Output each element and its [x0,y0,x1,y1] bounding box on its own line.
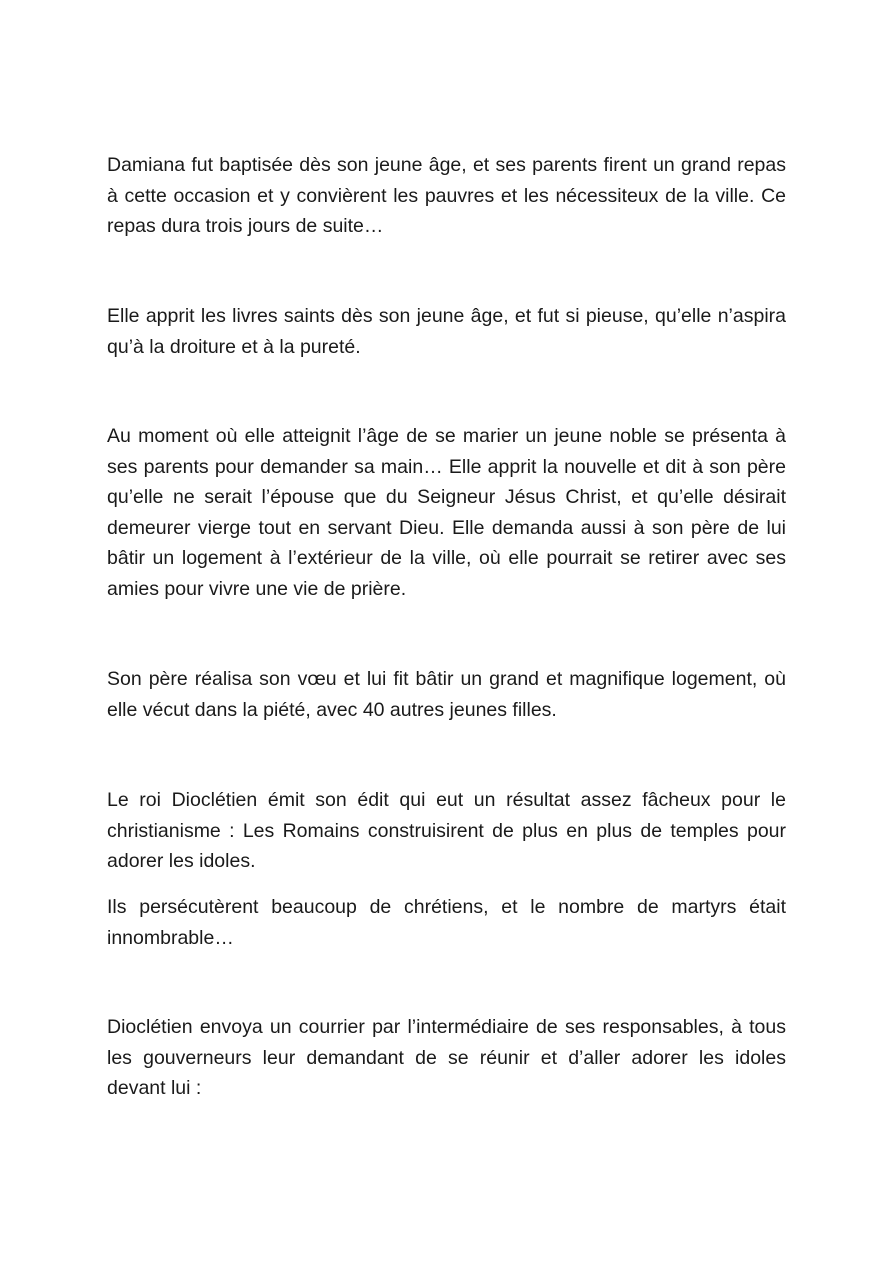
paragraph-persecution: Ils persécutèrent beaucoup de chrétiens, et le nombre de martyrs était innombrable… [107,896,786,949]
paragraph-father-vow: Son père réalisa son vœu et lui fit bâtir un grand et magnifique logement, où elle vécut dans la piété, avec 40 autres jeunes filles. [107,668,786,721]
paragraph-marriage-refusal: Au moment où elle atteignit l’âge de se marier un jeune noble se présenta à ses parents pour demander sa main… Elle apprit la nouvelle et dit à son père qu’elle ne serait l’épouse que du Seigneur Jésus Christ, et qu’elle désirait demeurer vierge tout en servant Dieu. Elle demanda aussi à son père de lui bâtir un logement à l’extérieur de la ville, où elle pourrait se retirer avec ses amies pour vivre une vie de prière. [107,425,786,600]
paragraph-holy-books: Elle apprit les livres saints dès son jeune âge, et fut si pieuse, qu’elle n’aspira qu’à la droiture et à la pureté. [107,305,786,358]
paragraph-diocletian-edict: Le roi Dioclétien émit son édit qui eut un résultat assez fâcheux pour le christianisme : Les Romains construisirent de plus en plus de temples pour adorer les idoles. [107,789,786,872]
paragraph-diocletian-letter: Dioclétien envoya un courrier par l’intermédiaire de ses responsables, à tous les gouverneurs leur demandant de se réunir et d’aller adorer les idoles devant lui : [107,1016,786,1099]
paragraph-baptism: Damiana fut baptisée dès son jeune âge, et ses parents firent un grand repas à cette occasion et y convièrent les pauvres et les nécessiteux de la ville. Ce repas dura trois jours de suite… [107,154,786,237]
